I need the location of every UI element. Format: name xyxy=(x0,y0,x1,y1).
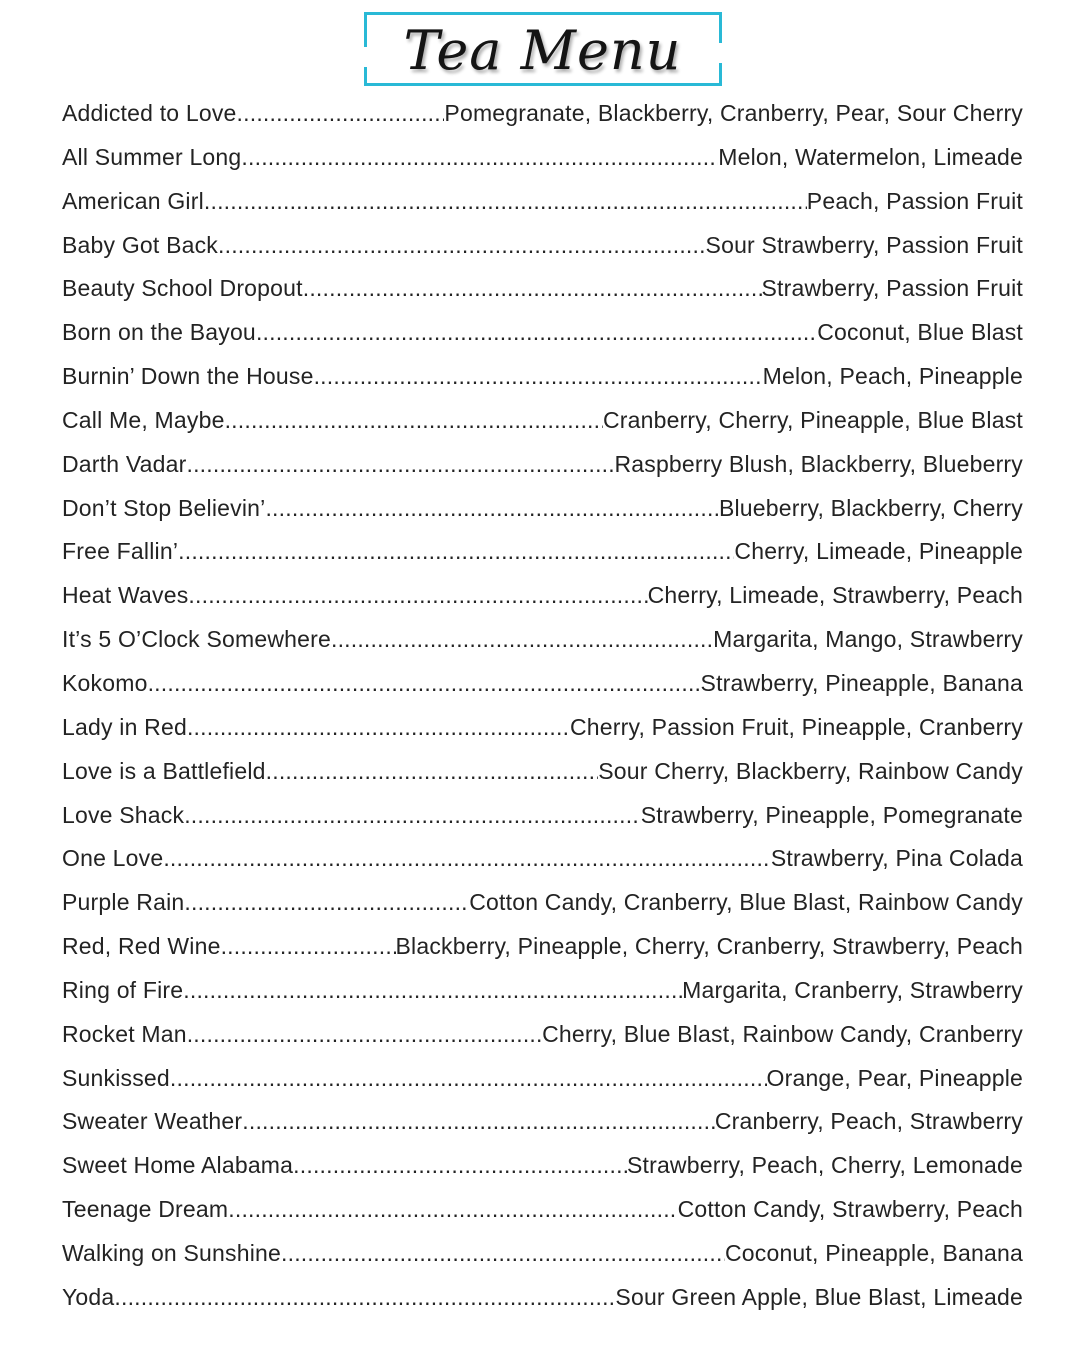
menu-item-name: Addicted to Love xyxy=(62,100,237,126)
menu-item-row xyxy=(62,311,1023,355)
menu-item-row xyxy=(62,1013,1023,1057)
menu-item-name: Love Shack xyxy=(62,801,185,828)
menu-item-flavors: Melon, Peach, Pineapple xyxy=(762,363,1023,390)
menu-item-flavors: Cherry, Blue Blast, Rainbow Candy, Cranberry xyxy=(542,1020,1023,1047)
menu-item-flavors: Sour Cherry, Blackberry, Rainbow Candy xyxy=(598,757,1023,784)
menu-item-flavors: Cherry, Limeade, Pineapple xyxy=(734,538,1023,565)
title-frame xyxy=(364,12,722,86)
menu-item-row xyxy=(62,1100,1023,1144)
menu-item-name: One Love xyxy=(62,845,164,872)
menu-item-row xyxy=(62,706,1023,750)
menu-item-flavors: Pomegranate, Blackberry, Cranberry, Pear, Sour Cherry xyxy=(444,100,1023,126)
menu-item-row xyxy=(62,837,1023,881)
menu-item-flavors: Coconut, Pineapple, Banana xyxy=(724,1239,1023,1266)
menu-item-flavors: Blackberry, Pineapple, Cherry, Cranberry, Strawberry, Peach xyxy=(395,933,1023,960)
menu-item-row xyxy=(62,1232,1023,1276)
menu-item-name: It’s 5 O’Clock Somewhere xyxy=(62,626,331,653)
menu-item-flavors: Strawberry, Passion Fruit xyxy=(761,275,1023,302)
menu-item-name: Sweet Home Alabama xyxy=(62,1152,294,1179)
menu-item-row xyxy=(62,794,1023,838)
menu-item-name: Rocket Man xyxy=(62,1020,187,1047)
dot-leader xyxy=(303,267,762,311)
menu-item-row xyxy=(62,355,1023,399)
dot-leader xyxy=(178,530,734,574)
menu-item-flavors: Cherry, Passion Fruit, Pineapple, Cranberry xyxy=(569,713,1023,740)
dot-leader xyxy=(187,706,570,750)
menu-item-row xyxy=(62,1057,1023,1101)
menu-item-row xyxy=(62,1144,1023,1188)
dot-leader xyxy=(170,1057,767,1101)
menu-item-name: Love is a Battlefield xyxy=(62,757,266,784)
dot-leader xyxy=(184,881,469,925)
dot-leader xyxy=(148,662,701,706)
menu-item-name: Call Me, Maybe xyxy=(62,406,225,433)
menu-item-row xyxy=(62,662,1023,706)
title-wrap xyxy=(62,12,1023,86)
menu-item-flavors: Sour Strawberry, Passion Fruit xyxy=(705,231,1023,258)
menu-item-flavors: Blueberry, Blackberry, Cherry xyxy=(718,494,1023,521)
menu-item-flavors: Orange, Pear, Pineapple xyxy=(766,1064,1023,1091)
menu-item-row xyxy=(62,618,1023,662)
menu-item-name: Burnin’ Down the House xyxy=(62,363,314,390)
menu-item-name: American Girl xyxy=(62,187,204,214)
dot-leader xyxy=(225,399,603,443)
menu-item-flavors: Cranberry, Cherry, Pineapple, Blue Blast xyxy=(602,406,1023,433)
dot-leader xyxy=(204,180,807,224)
menu-item-name: Born on the Bayou xyxy=(62,319,256,346)
dot-leader xyxy=(163,837,770,881)
dot-leader xyxy=(266,750,599,794)
menu-item-row xyxy=(62,267,1023,311)
menu-item-row xyxy=(62,925,1023,969)
menu-item-row xyxy=(62,1188,1023,1232)
menu-item-flavors: Strawberry, Peach, Cherry, Lemonade xyxy=(626,1152,1023,1179)
page-title: Tea Menu xyxy=(403,19,682,82)
menu-item-flavors: Margarita, Mango, Strawberry xyxy=(713,626,1023,653)
dot-leader xyxy=(265,487,719,531)
menu-item-flavors: Melon, Watermelon, Limeade xyxy=(718,143,1023,170)
menu-item-row xyxy=(62,1276,1023,1320)
dot-leader xyxy=(187,443,615,487)
menu-item-name: Darth Vadar xyxy=(62,450,187,477)
menu-item-row xyxy=(62,224,1023,268)
menu-item-flavors: Coconut, Blue Blast xyxy=(817,319,1023,346)
menu-item-row xyxy=(62,399,1023,443)
menu-item-flavors: Cranberry, Peach, Strawberry xyxy=(714,1108,1023,1135)
menu-item-row xyxy=(62,180,1023,224)
dot-leader xyxy=(228,1188,677,1232)
menu-item-name: Lady in Red xyxy=(62,713,187,740)
dot-leader xyxy=(256,311,817,355)
dot-leader xyxy=(183,969,682,1013)
menu-item-flavors: Margarita, Cranberry, Strawberry xyxy=(682,976,1023,1003)
menu-item-row xyxy=(62,969,1023,1013)
dot-leader xyxy=(281,1232,725,1276)
menu-item-name: Free Fallin’ xyxy=(62,538,179,565)
menu-item-name: Don’t Stop Believin’ xyxy=(62,494,266,521)
menu-item-row xyxy=(62,574,1023,618)
menu-list xyxy=(62,92,1023,1320)
menu-item-row xyxy=(62,443,1023,487)
menu-item-flavors: Raspberry Blush, Blackberry, Blueberry xyxy=(614,450,1023,477)
dot-leader xyxy=(188,574,647,618)
menu-item-name: Sunkissed xyxy=(62,1064,170,1091)
dot-leader xyxy=(221,925,396,969)
dot-leader xyxy=(293,1144,627,1188)
dot-leader xyxy=(237,92,445,136)
menu-item-name: Heat Waves xyxy=(62,582,189,609)
menu-item-name: Purple Rain xyxy=(62,889,185,916)
menu-item-row xyxy=(62,530,1023,574)
dot-leader xyxy=(331,618,713,662)
menu-item-flavors: Sour Green Apple, Blue Blast, Limeade xyxy=(615,1283,1023,1310)
menu-item-name: Baby Got Back xyxy=(62,231,219,258)
menu-item-name: Teenage Dream xyxy=(62,1196,229,1223)
menu-item-name: Yoda xyxy=(62,1283,115,1310)
menu-item-row xyxy=(62,136,1023,180)
menu-item-name: All Summer Long xyxy=(62,143,242,170)
menu-item-flavors: Cotton Candy, Strawberry, Peach xyxy=(677,1196,1023,1223)
menu-item-flavors: Strawberry, Pina Colada xyxy=(770,845,1023,872)
dot-leader xyxy=(218,224,706,268)
dot-leader xyxy=(114,1276,615,1320)
menu-item-row xyxy=(62,487,1023,531)
dot-leader xyxy=(184,794,641,838)
dot-leader xyxy=(314,355,763,399)
menu-item-name: Sweater Weather xyxy=(62,1108,243,1135)
menu-item-flavors: Strawberry, Pineapple, Pomegranate xyxy=(640,801,1023,828)
menu-item-name: Kokomo xyxy=(62,669,148,696)
menu-item-name: Red, Red Wine xyxy=(62,933,221,960)
dot-leader xyxy=(242,1100,715,1144)
menu-item-name: Beauty School Dropout xyxy=(62,275,303,302)
menu-item-flavors: Cherry, Limeade, Strawberry, Peach xyxy=(647,582,1023,609)
menu-item-row xyxy=(62,92,1023,136)
dot-leader xyxy=(187,1013,542,1057)
menu-item-flavors: Peach, Passion Fruit xyxy=(806,187,1023,214)
menu-item-name: Ring of Fire xyxy=(62,976,184,1003)
menu-item-flavors: Strawberry, Pineapple, Banana xyxy=(700,669,1023,696)
menu-item-flavors: Cotton Candy, Cranberry, Blue Blast, Rainbow Candy xyxy=(469,889,1023,916)
menu-item-name: Walking on Sunshine xyxy=(62,1239,282,1266)
menu-item-row xyxy=(62,750,1023,794)
menu-item-row xyxy=(62,881,1023,925)
dot-leader xyxy=(241,136,718,180)
